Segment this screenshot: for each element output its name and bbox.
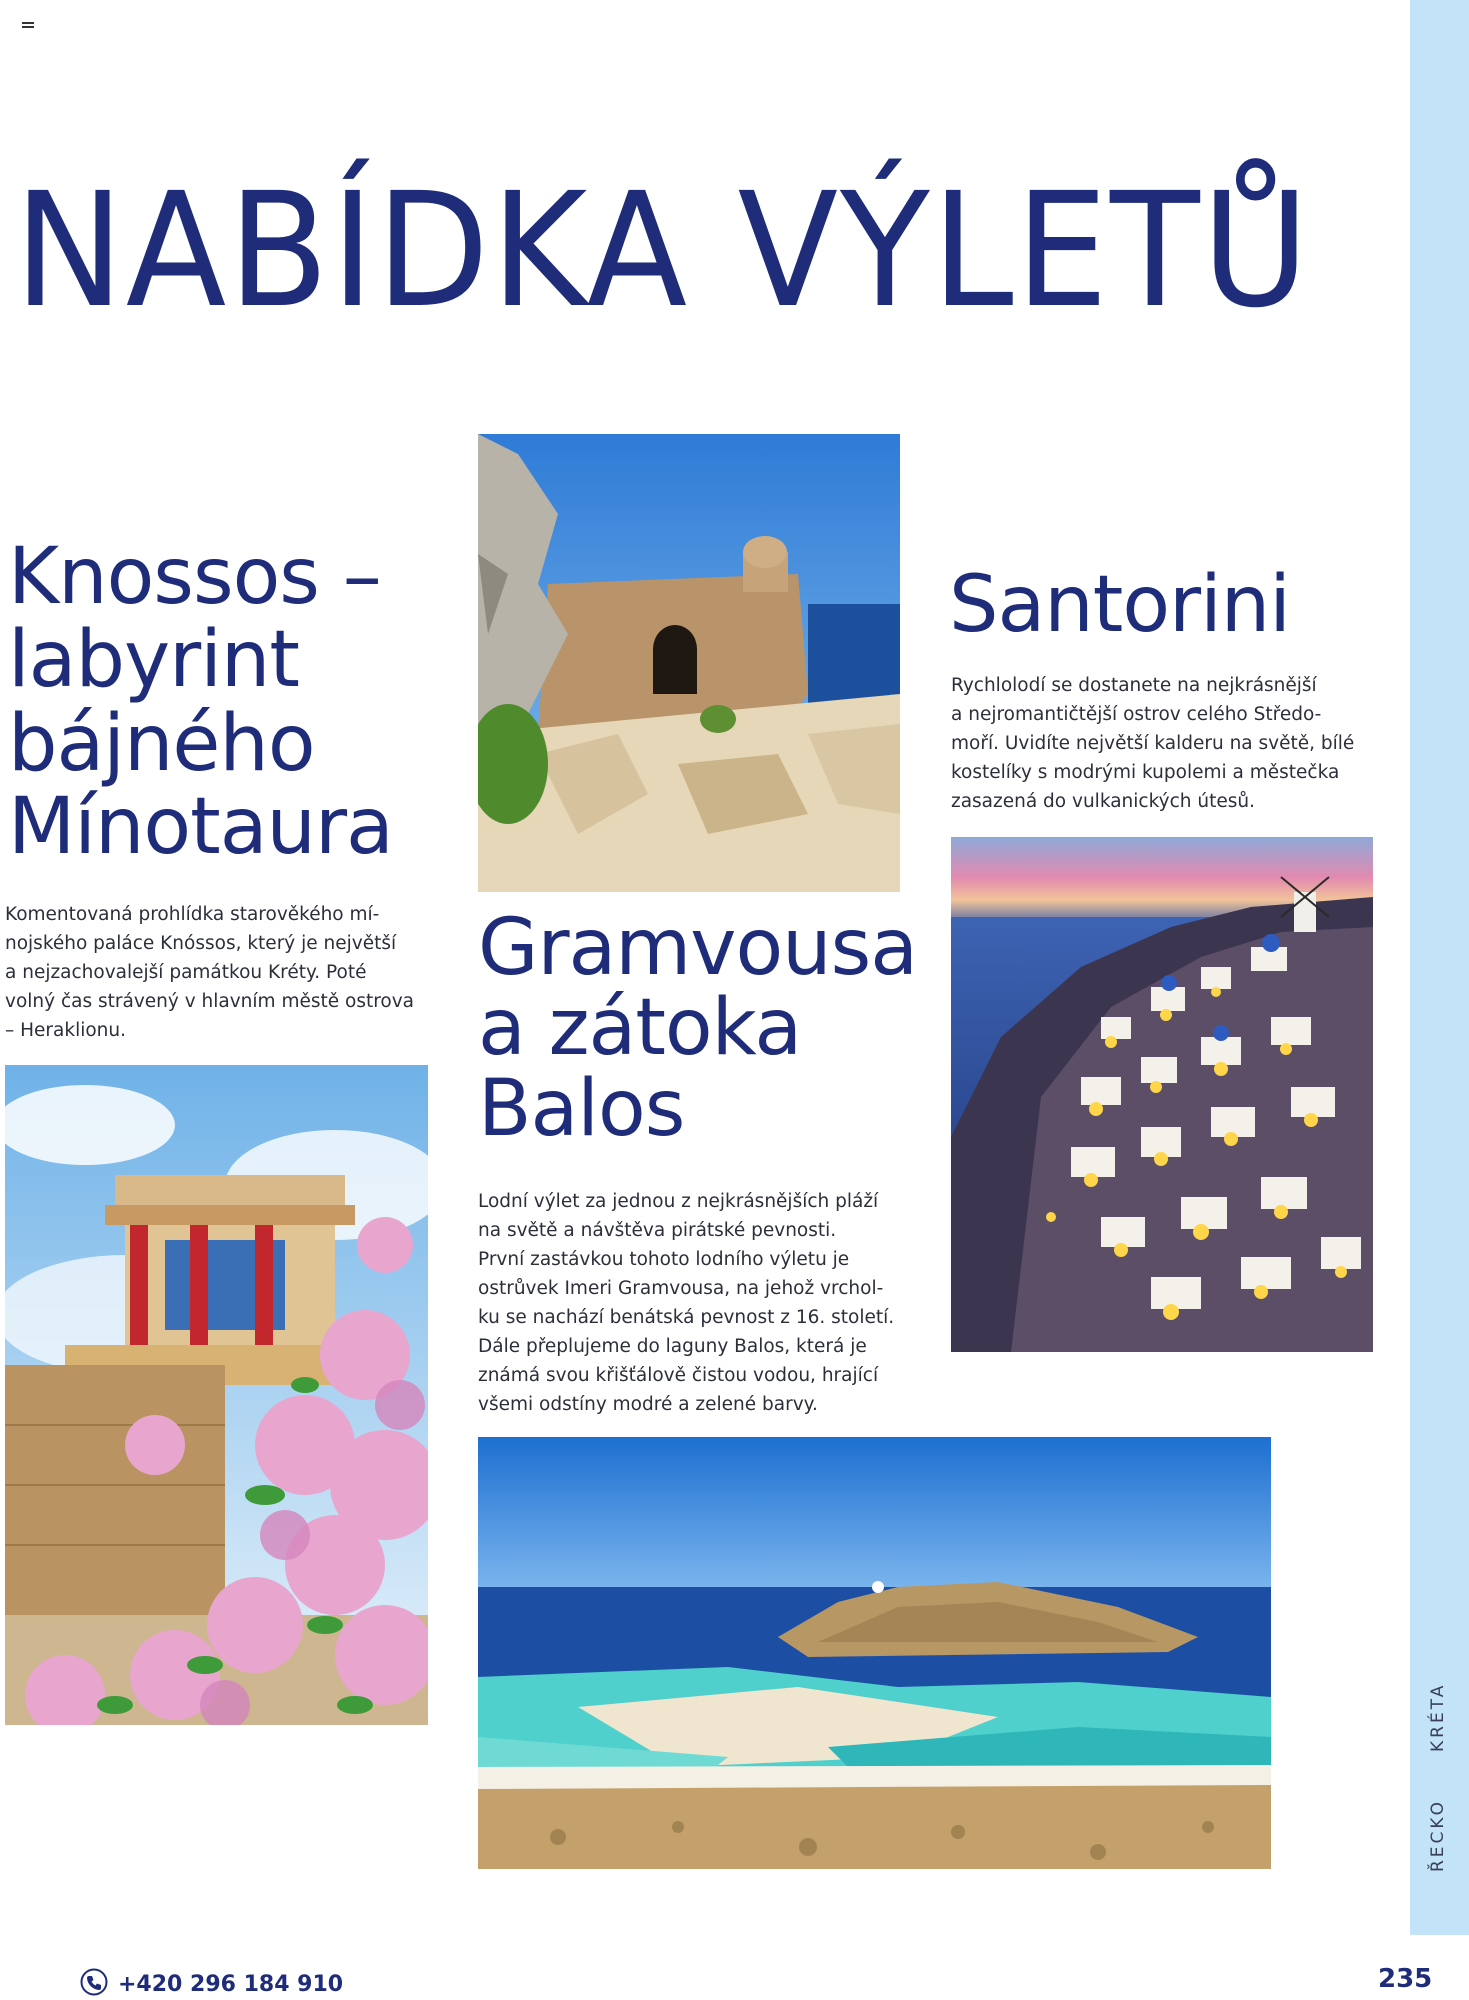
menu-icon[interactable] — [22, 22, 34, 31]
knossos-heading-line: labyrint — [8, 615, 299, 706]
santorini-text-line: a nejromantičtější ostrov celého Středo- — [951, 704, 1322, 725]
santorini-text-line: kostelíky s modrými kupolemi a městečka — [951, 762, 1340, 783]
knossos-heading-line: Knossos – — [8, 532, 381, 622]
knossos-text-line: nojského paláce Knóssos, který je největší — [5, 933, 397, 954]
gramvousa-heading-line: Gramvousa — [478, 903, 918, 993]
santorini-text-line: Rychlolodí se dostanete na nejkrásnější — [951, 675, 1317, 696]
gramvousa-heading — [478, 903, 918, 1154]
gramvousa-text-line: Lodní výlet za jednou z nejkrásnějších pláží — [478, 1191, 879, 1212]
gramvousa-heading-line: a zátoka — [478, 983, 802, 1074]
santorini-photo — [951, 837, 1373, 1352]
santorini-text-line: moří. Uvidíte největší kalderu na světě, bílé — [951, 733, 1355, 754]
knossos-heading — [8, 532, 393, 873]
phone-number[interactable]: +420 296 184 910 — [118, 1971, 344, 1997]
gramvousa-fortress-photo — [478, 434, 900, 892]
knossos-photo — [5, 1065, 428, 1725]
santorini-heading-line: Santorini — [949, 560, 1290, 650]
phone-icon — [80, 1968, 108, 2000]
footer-phone — [80, 1968, 343, 2000]
balos-lagoon-photo — [478, 1437, 1271, 1869]
gramvousa-text — [478, 1187, 918, 1419]
santorini-heading — [949, 560, 1290, 650]
page-title: NABÍDKA VÝLETŮ — [14, 159, 1312, 343]
gramvousa-text-line: všemi odstíny modré a zelené barvy. — [478, 1394, 818, 1415]
sidebar-strip — [1410, 0, 1469, 1935]
knossos-text-line: a nejzachovalejší památkou Kréty. Poté — [5, 962, 367, 983]
gramvousa-text-line: ku se nachází benátská pevnost z 16. století. — [478, 1307, 895, 1328]
knossos-text — [5, 900, 445, 1045]
knossos-heading-line: bájného — [8, 698, 315, 789]
page-number: 235 — [1378, 1964, 1433, 1994]
knossos-text-line: – Heraklionu. — [5, 1020, 127, 1041]
gramvousa-text-line: na světě a návštěva pirátské pevnosti. — [478, 1220, 837, 1241]
knossos-heading-line: Mínotaura — [8, 782, 393, 873]
sidebar-region: KRÉTA — [1428, 1682, 1448, 1752]
gramvousa-text-line: ostrůvek Imeri Gramvousa, na jehož vrchol- — [478, 1278, 884, 1299]
gramvousa-heading-line: Balos — [478, 1063, 685, 1154]
sidebar-country: ŘECKO — [1428, 1798, 1448, 1872]
knossos-text-line: volný čas strávený v hlavním městě ostrova — [5, 991, 415, 1012]
santorini-text-line: zasazená do vulkanických útesů. — [951, 791, 1255, 812]
gramvousa-text-line: Dále přeplujeme do laguny Balos, která je — [478, 1336, 867, 1357]
santorini-text — [951, 671, 1391, 816]
knossos-text-line: Komentovaná prohlídka starověkého mí- — [5, 904, 380, 925]
gramvousa-text-line: První zastávkou tohoto lodního výletu je — [478, 1249, 850, 1270]
gramvousa-text-line: známá svou křišťálově čistou vodou, hrající — [478, 1365, 879, 1386]
